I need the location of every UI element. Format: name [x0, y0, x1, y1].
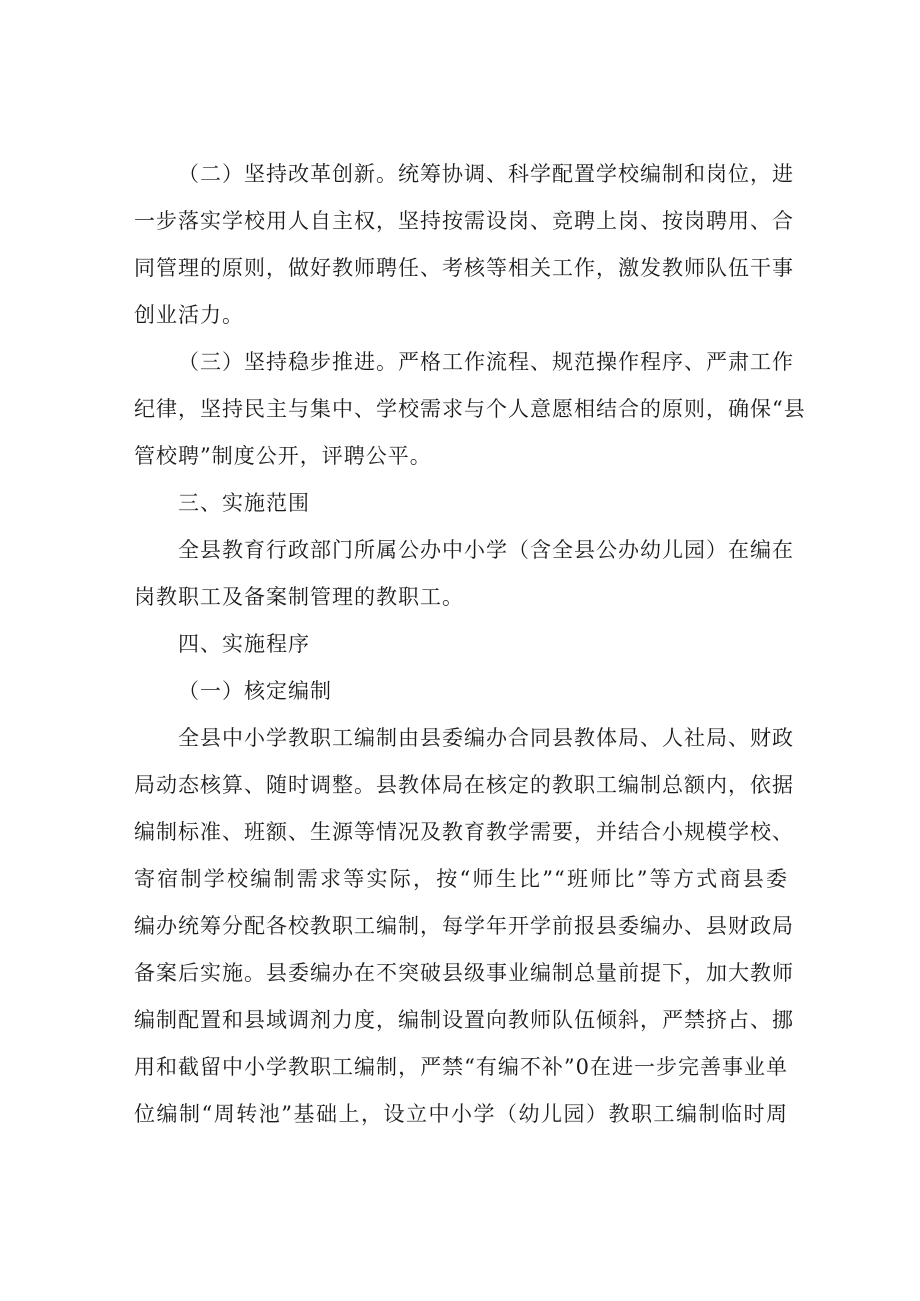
paragraph-line: 寄宿制学校编制需求等实际，按“师生比”“班师比”等方式商县委 — [134, 867, 788, 891]
paragraph-line: 纪律，坚持民主与集中、学校需求与个人意愿相结合的原则，确保“县 — [134, 397, 806, 421]
section-heading-scope: 三、实施范围 — [178, 491, 310, 515]
paragraph-line: 位编制“周转池”基础上，设立中小学（幼儿园）教职工编制临时周 — [134, 1102, 788, 1126]
paragraph-line: （二）坚持改革创新。统筹协调、科学配置学校编制和岗位，进 — [178, 162, 794, 186]
paragraph-line: 编办统筹分配各校教职工编制，每学年开学前报县委编办、县财政局 — [134, 914, 794, 938]
paragraph-line: 编制配置和县域调剂力度，编制设置向教师队伍倾斜，严禁挤占、挪 — [134, 1008, 794, 1032]
paragraph-line: 全县教育行政部门所属公办中小学（含全县公办幼儿园）在编在 — [178, 538, 794, 562]
paragraph-line: 创业活力。 — [134, 303, 244, 327]
paragraph-line: （三）坚持稳步推进。严格工作流程、规范操作程序、严肃工作 — [178, 350, 794, 374]
subsection-heading-staffing: （一）核定编制 — [178, 679, 332, 703]
paragraph-line: 备案后实施。县委编办在不突破县级事业编制总量前提下，加大教师 — [134, 961, 794, 985]
section-heading-procedure: 四、实施程序 — [178, 632, 310, 656]
paragraph-line: 编制标准、班额、生源等情况及教育教学需要，并结合小规模学校、 — [134, 820, 794, 844]
paragraph-line: 用和截留中小学教职工编制，严禁“有编不补”0在进一步完善事业单 — [134, 1055, 788, 1079]
paragraph-line: 管校聘”制度公开，评聘公平。 — [134, 444, 432, 468]
paragraph-line: 局动态核算、随时调整。县教体局在核定的教职工编制总额内，依据 — [134, 773, 794, 797]
paragraph-line: 全县中小学教职工编制由县委编办合同县教体局、人社局、财政 — [178, 726, 794, 750]
paragraph-line: 岗教职工及备案制管理的教职工。 — [134, 585, 464, 609]
paragraph-line: 一步落实学校用人自主权，坚持按需设岗、竞聘上岗、按岗聘用、合 — [134, 209, 794, 233]
paragraph-line: 同管理的原则，做好教师聘任、考核等相关工作，激发教师队伍干事 — [134, 256, 794, 280]
